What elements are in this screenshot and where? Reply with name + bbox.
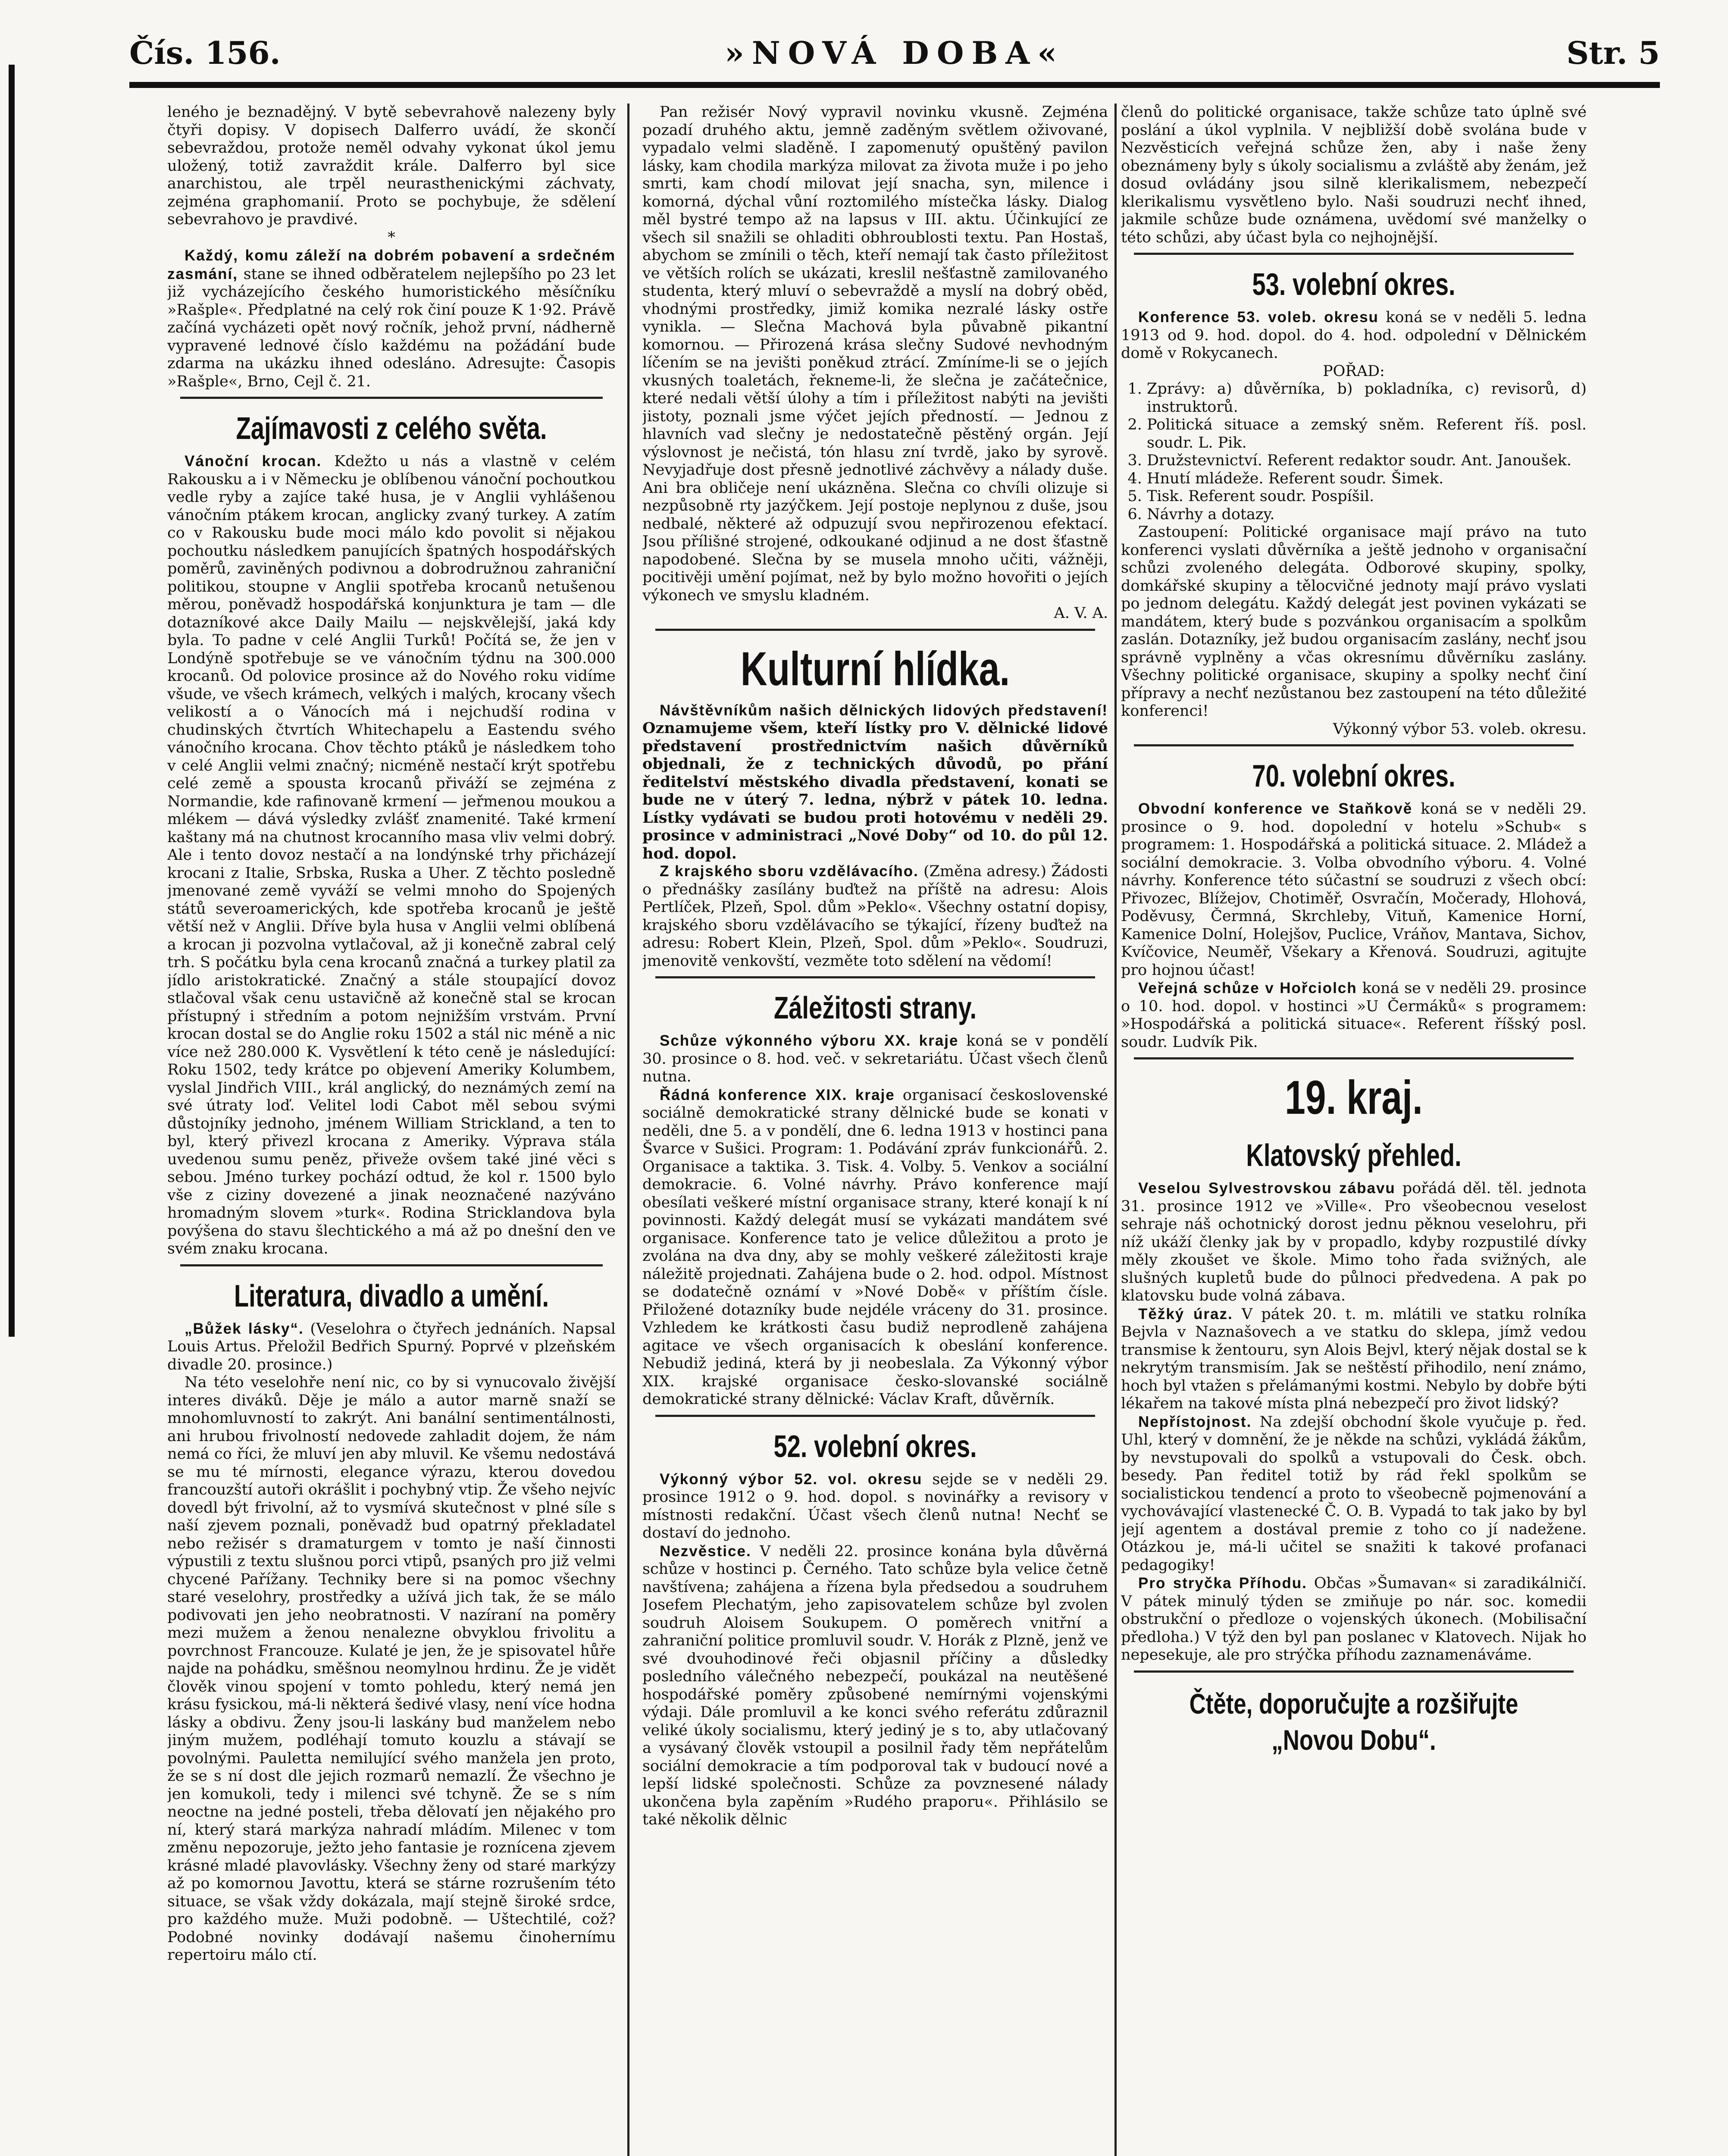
list-item: 1. Zprávy: a) důvěrníka, b) pokladníka, c) revisorů, d) instruktorů.	[1147, 380, 1587, 416]
article-paragraph: leného je beznadějný. V bytě sebevrahově nalezeny byly čtyři dopisy. V dopisech Dalferro uvádí, že skončí sebevraždou, protože neměl odvahy vykonat úkol jemu uložený, totiž zavraždit krále. Dalferro byl sice anarchistou, ale trpěl neurasthenickými záchvaty, zejména graphomanií. Proto se pochybuje, že sdělení sebevrahovo je pravdivé.	[167, 103, 616, 228]
column-2	[642, 103, 1108, 2156]
divider	[655, 1415, 1095, 1417]
article-paragraph	[642, 1086, 1108, 1409]
article-text: (Změna adresy.) Žádosti o přednášky zasílány buďtež na příště na adresu: Alois Pertlíček, Plzeň, Spol. dům »Peklo«. Všechny ostatní dopisy, krajského sboru vzdělávacího se týkající, řízeny buďtež na adresu: Robert Klein, Plzeň, Spol. dům »Peklo«. Soudruzi, jmenovitě venkovští, vezměte toto sdělení na vědomí!	[642, 863, 1108, 970]
article-text: koná se v neděli 29. prosince o 10. hod. dopol. v hostinci »U Čermáků« s programem: »Hospodářská a politická situace«. Referent říšský posl. soudr. Ludvík Pik.	[1121, 980, 1587, 1051]
signature: A. V. A.	[1054, 605, 1108, 622]
article-paragraph: Na této veselohře není nic, co by si vynucovalo živější interes diváků. Děje je málo a autor marně snaží se mnohomluvností to zakrýt. Ani banální sentimentálnosti, ani hrubou frivolností nedovede zahladit dojem, že nám nemá co říci, že mluví jen aby mluvil. Ke všemu nedostává se mu té mírnosti, elegance výrazu, kterou dovedou francouzští autoři okrášlit i pochybný vtip. Že všeho nejvíc dovedl být frivolní, až to vysmívá skutečnost v plné síle s naší zjevem poznali, poněvadž bud opatrný překladatel nebo režisér s dramaturgem v tomto je naší činnosti výpustili z textu slušnou porci vtipů, psaných pro již velmi chycené Pařížany. Techniky bere si na pomoc všechny staré veselohry, prostředky a užívá jich tak, že se málo podivovati jen jeho neobratnosti. V nazíraní na poměry mezi mužem a ženou nenalezne obvyklou frivolitu a povrchnost Francouze. Kulaté je jen, že je spisovatel hůře najde na pohádku, směšnou neomylnou hrdinu. Že je vidět člověk vinou spojení v tomto pohledu, který nemá jen krásu fysickou, má-li některá šedivé vlasy, není více hodna lásky a obdivu. Ženy jsou-li laskány bud manželem nebo jiným mužem, podléhají tomuto kouzlu a stávají se povolnými. Pauletta nemilující svého manžela jen proto, že se s ní dost dle jejich rozmarů nemazlí. Že všechno je jen komukoli, tedy i milenci své tchyně. Že se s ním neoctne na jedné posteli, třeba dělovatí jen nějakého pro ní, který stará markýza nahradí mládím. Milenec v tom změnu nepozoruje, ježto jeho fantasie je roznícena zjevem krásné mladé plavovlásky. Všechny ženy od staré markýzy až po komornou Javottu, která se stárne rozrušením této situace, se však vždy dokázala, mají stejně široké srdce, pro každého muže. Muži podobně. — Uštechtilé, což? Podobné novinky dodávají našemu činohernímu repertoiru málo ctí.	[167, 1374, 616, 1964]
section-title: Kulturní hlídka.	[740, 642, 1010, 696]
article-paragraph	[1121, 800, 1587, 979]
article-paragraph	[642, 1542, 1108, 1829]
article-text: Kdežto u nás a vlastně v celém Rakousku a i v Německu je oblíbenou vánoční pochoutkou vedle ryby a zajíce také husa, je v Anglii vyhlášenou vánočním ptákem krocan, anglicky zvaný turkey. A zatím co v Rakousku bude moci málo kdo povolit si nějakou pochoutku následkem panujících špatných hospodářských poměrů, zaviněných podivnou a dobrodružnou zahraniční politikou, stoupne v Anglii spotřeba krocanů netušenou měrou, poněvadž hospodářská konjunktura je tam — dle dotazníkové akce Daily Mailu — nejskvělejší, jaká kdy byla. To padne v celé Anglii Turků! Počítá se, že jen v Londýně spotřebuje se ve vánočním týdnu na 300.000 krocanů. Od polovice prosince až do Nového roku vidíme všude, ve všech krámech, velkých i malých, krocany všech velikostí a o Vánocích má i nejchudší rodina v chudinských čtvrtích Whitechapelu a Eastendu svého vánočního krocana. Chov těchto ptáků je následkem toho v celé Anglii velmi značný; nicméně nestačí krýt spotřebu celé země a spousta krocanů přiváží se zejména z Normandie, kde rafinovaně krmení — jeřmenou moukou a mlékem — dává výsledky zvlášť znamenité. Také krmení kaštany má na chutnost krocanního masa vliv velmi dobrý. Ale i tento dovoz nestačí a na londýnské trhy přicházejí krocani z Italie, Srbska, Ruska a Uher. Z těchto posledně jmenované země vyváží se velmi mnoho do Spojených států severoamerických, kde spotřeba krocanů je ještě větší než v Anglii. Dříve byla husa v Anglii velmi oblíbená a krocan ji pozvolna vytlačoval, až ji konečně zabral celý trh. S počátku byla cena krocanů značná a turkey platil za jídlo aristokratické. Značný a stále stoupající dovoz stlačoval však cenu ustavičně až konečně stal se krocan přístupný i středním a potom nejnižším vrstvám. První krocan dostal se do Anglie roku 1502 a stál nic méně a nic více než 280.000 K. Vysvětlení k této ceně je následující: Roku 1502, tedy krátce po objevení Ameriky Kolumbem, vyslal Jindřich VIII., král anglický, do neznámých zemí na své útraty loď. Velitel lodi Cabot měl sebou svými důstojníky jednoho, jménem William Strickland, a ten to byl, který přivezl krocana z Ameriky. Výprava stála uvedenou sumu peněz, přiveže ovšem také jiné věci s sebou. Jméno turkey pochází odtud, že kol r. 1500 bylo vše z ciziny dovezené a jinak neoznačené nazýváno hromadným slovem »turk«. Rodina Stricklandova byla povýšena do stavu šlechtického a má až po dnešní den ve svém znaku krocana.	[167, 453, 616, 1257]
article-lead: Každý, komu záleží na dobrém pobavení a srdečném zasmání,	[167, 247, 616, 282]
article-lead: Konference 53. voleb. okresu	[1138, 309, 1379, 326]
divider	[1134, 744, 1574, 746]
program-heading: POŘAD:	[1323, 362, 1385, 380]
article-paragraph	[167, 247, 616, 391]
article-paragraph: členů do politické organisace, takže schůze tato úplně své poslání a úkol vyplnila. V nejbližší době svolána bude v Nezvěsticích veřejná schůze žen, aby i naše ženy obeznámeny byly s úkoly socialismu a zvláště aby ženám, jež dosud ovládány jsou silně klerikalismem, nebezpečí klerikalismu vysvětleno bylo. Naši soudruzi nechť ihned, jakmile schůze bude oznámena, uvědomí své manželky o této schůzi, aby účast byla co nejhojnější.	[1121, 103, 1587, 246]
article-paragraph	[167, 452, 616, 1258]
article-text: koná se v neděli 29. prosince o 9. hod. dopolední v hotelu »Schub« s programem: 1. Hospodářská a politická situace. 2. Mládež a sociální demokracie. 3. Volba obvodního výboru. 4. Volné návrhy. Konference této súčastní se soudruzi z všech obcí: Přivozec, Blížejov, Chotiměř, Osvračín, Močerady, Hlohová, Poděvusy, Čermná, Skrchleby, Vituň, Kamenice Horní, Kamenice Dolní, Holejšov, Puclice, Vráňov, Mantava, Sichov, Kvíčovice, Neuměř, Všekary a Křenová. Soudruzi, agitujte pro hojnou účast!	[1121, 800, 1587, 979]
article-paragraph	[1121, 1413, 1587, 1575]
article-text: (Veselohra o čtyřech jednáních. Napsal Louis Artus. Přeložil Bedřich Spurný. Poprvé v plzeňském divadle 20. prosince.)	[167, 1320, 616, 1373]
section-title: 52. volební okres.	[773, 1429, 977, 1464]
article-paragraph: Zastoupení: Politické organisace mají právo na tuto konferenci vyslati důvěrníka a ještě jednoho v organisační schůzi zvoleného delegáta. Odborové skupiny, spolky, domkářské skupiny a tělocvičné jednoty mají právo vyslati po jednom delegátu. Každý delegát jest povinen vykázati se mandátem, který bude s pozvánkou organisacím a spolkům zaslán. Dotazníky, jež budou organisacím zaslány, nechť jsou správně vyplněny a včas okresnímu důvěrníku zaslány. Všechny politické organisace, skupiny a spolky nechť činí přípravy a nechť nezůstanou bez zastoupení na této důležité konferenci!	[1121, 523, 1587, 720]
article-paragraph	[1121, 1305, 1587, 1413]
article-text: V pátek 20. t. m. mlátili ve statku rolníka Bejvla v Naznašovech a ve statku do sklepa, jímž vedou transmise k žentouru, syn Alois Bejvl, který nějak dostal se k nekrytým transmisím. Jak se neštěstí přihodilo, není známo, hoch byl vtažen s přelámanými kostmi. Nebylo by dobře býti lékařem na takové místa plná nebezpečí pro život lidský?	[1121, 1305, 1587, 1412]
article-lead: Obvodní konference ve Staňkově	[1138, 800, 1413, 817]
divider	[655, 629, 1095, 631]
article-lead: Nezvěstice.	[660, 1542, 751, 1560]
page-number: Str. 5	[1566, 34, 1660, 71]
article-paragraph	[1121, 1179, 1587, 1305]
list-item: 3. Družstevnictví. Referent redaktor soudr. Ant. Janoušek.	[1147, 452, 1587, 470]
article-paragraph	[1121, 1574, 1587, 1664]
divider	[1134, 1670, 1574, 1673]
section-title: Zajímavosti z celého světa.	[236, 411, 547, 446]
article-paragraph	[642, 1470, 1108, 1542]
article-text: koná se v pondělí 30. prosince o 8. hod. več. v sekretariátu. Účast všech členů nutna.	[642, 1032, 1108, 1085]
article-paragraph	[642, 1032, 1108, 1086]
article-paragraph	[642, 862, 1108, 970]
column-3	[1121, 103, 1587, 2156]
paper-title: »NOVÁ DOBA«	[724, 34, 1065, 71]
divider	[1134, 253, 1574, 255]
article-paragraph	[1121, 979, 1587, 1051]
article-lead: Nepřístojnost.	[1138, 1413, 1252, 1430]
section-title: Záležitosti strany.	[773, 991, 977, 1025]
article-lead: Z krajského sboru vzdělávacího.	[660, 863, 919, 880]
article-paragraph	[642, 702, 1108, 863]
subscription-call: Čtěte, doporučujte a rozšiřujte „Novou Dobu“.	[1189, 1687, 1518, 1756]
signature: Výkonný výbor 53. voleb. okresu.	[1333, 720, 1587, 738]
article-lead: Výkonný výbor 52. vol. okresu	[660, 1470, 923, 1488]
column-rule	[1114, 103, 1117, 2156]
article-text: Občas »Šumavan« si zaradikálničí. V pátek minulý týden se zmiňuje po nár. soc. komedii obstrukční o předloze o vojenských úkonech. (Mobilisační předloha.) V týž den byl pan poslanec v Klatovech. Nijak ho nepesekuje, ale pro strýčka příhodu zaznamenáváme.	[1121, 1575, 1587, 1664]
article-lead: Veřejná schůze v Hořciolch	[1138, 980, 1357, 997]
article-text: organisací československé sociálně demokratické strany dělnické bude se konati v neděli, dne 5. a v pondělí, dne 6. ledna 1913 v hostinci pana Švarce v Sušici. Program: 1. Podávání zpráv funkcionářů. 2. Organisace a taktika. 3. Tisk. 4. Volby. 5. Venkov a sociální demokracie. 6. Volné návrhy. Právo konference mají obesílati veškeré místní organisace strany, které konají k ní povinnosti. Každý delegát musí se vykázati mandátem své organisace. Konference tato je velice důležitou a proto je zvolána na dva dny, aby se mohly veškeré záležitosti kraje náležitě projednati. Zahájena bude o 2. hod. odpol. Místnost se dodatečně oznámí v »Nové Době« v příštím čísle. Přiložené dotazníky bude nejdéle vráceny do 31. prosince. Vzhledem ke krátkosti času budiž neprodleně zahájena agitace ve všech organisacích k obeslání konference. Nebudiž jediná, která by ji neobeslala. Za Výkonný výbor XIX. krajské organisace česko-slovanské sociálně demokratické strany dělnické: Václav Kraft, důvěrník.	[642, 1086, 1108, 1408]
section-title: 53. volební okres.	[1252, 267, 1456, 302]
divider	[180, 397, 603, 399]
masthead	[129, 22, 1660, 88]
divider	[180, 1264, 603, 1266]
binding-edge	[9, 65, 15, 1337]
article-lead: Návštěvníkům našich dělnických lidových představení!	[660, 702, 1108, 719]
section-subtitle: Klatovský přehled.	[1246, 1138, 1462, 1173]
list-item: 5. Tisk. Referent soudr. Pospíšil.	[1147, 488, 1587, 506]
article-paragraph	[167, 1320, 616, 1374]
article-lead: Řádná konference XIX. kraje	[660, 1086, 895, 1103]
article-lead: Pro stryčka Příhodu.	[1138, 1575, 1307, 1592]
separator-star: *	[388, 229, 395, 246]
article-paragraph	[1121, 308, 1587, 363]
article-text: stane se ihned odběratelem nejlepšího po 23 let již vycházejícího českého humoristického měsíčníku »Rašple«. Předplatné na celý rok činí pouze K 1·92. Právě začíná vycházeti opět nový ročník, jehož první, nádherně vypravené lednové číslo každému na požádání bude zdarma na ukázku ihned odesláno. Adresujte: Časopis »Rašple«, Brno, Cejl č. 21.	[167, 265, 616, 390]
list-item: 2. Politická situace a zemský sněm. Referent říš. posl. soudr. L. Pik.	[1147, 416, 1587, 452]
program-list	[1121, 380, 1587, 523]
divider	[1134, 1057, 1574, 1059]
article-paragraph: Pan režisér Nový vypravil novinku vkusně. Zejména pozadí druhého aktu, jemně zaděným světlem oživované, vypadalo velmi sladěně. I zapomenutý opuštěný pavilon lásky, kam chodila markýza milovat za života muže i po jeho smrti, kam chodí milovat její snacha, syn, milence i komorná, dýchal vůní roztomilého místečka lásky. Dialog měl bystré tempo až na lapsus v III. aktu. Účinkující ze všech sil snažili se ohladiti obhroublosti textu. Pan Hostaš, abychom se zmínili o těch, kteří nemají tak často příležitost ve větších rolích se ukázati, kreslil nešťastně zamilovaného studenta, který mluví o sebevraždě a myslí na dobrý oběd, vhodnými prostředky, jimiž komika nezralé lásky ostře vynikla. — Slečna Machová byla půvabně pikantní komornou. — Přirozená krása slečny Sudové nevhodným líčením se na jevišti poněkud ztrácí. Zmíníme-li se o jejích vkusných toaletách, řekneme-li, že slečna je začátečnice, které nedali větší úlohy a tím i příležitost nabýti na jevišti jistoty, poznali jsme výčet jejích předností. — Jednou z hlavních vad slečny je nedostatečně pěstěný orgán. Její výslovnost je nečistá, tón hlasu zní tvrdě, jako by syrově. Nevyjadřuje dost přesně jednotlivé záchvěvy a nálady duše. Ani bra obličeje není ukázněna. Slečna co chvíli olizuje si nezpůsobně rty jazýčkem. Její postoje neplynou z duše, jsou nedbalé, některé až odpuzují svou nepřirozenou efektací. Jsou přílišné strojené, odkoukané odjinud a ne dost šťastně napodobené. Slečna by se musela mnoho učiti, vážněji, pocitivěji umění pojímat, než by bylo možno hovořiti o jejích výkonech ve smyslu kladném.	[642, 103, 1108, 604]
article-text: sejde se v neděli 29. prosince 1912 o 9. hod. dopol. s novinářky a revisory v místnosti redakční. Účast všech členů nutna! Nechť se dostaví do jednoho.	[642, 1470, 1108, 1542]
article-lead: Veselou Sylvestrovskou zábavu	[1138, 1180, 1396, 1197]
column-rule	[627, 103, 629, 2156]
section-title: Literatura, divadlo a umění.	[234, 1279, 549, 1313]
section-title: 70. volební okres.	[1252, 759, 1456, 793]
column-1	[167, 103, 616, 2156]
list-item: 4. Hnutí mládeže. Referent soudr. Šimek.	[1147, 470, 1587, 488]
article-lead: Vánoční krocan.	[185, 453, 322, 470]
article-text: Oznamujeme všem, kteří lístky pro V. dělnické lidové představení prostřednictvím našich důvěrníků objednali, že z technických důvodů, po přání ředitelství městského divadla představení, konati se bude ne v úterý 7. ledna, nýbrž v pátek 10. ledna. Lístky vydávati se budou proti hotovému v neděli 29. prosince v administraci „Nové Doby“ od 10. do půl 12. hod. dopol.	[642, 719, 1108, 862]
list-item: 6. Návrhy a dotazy.	[1147, 506, 1587, 524]
article-lead: Těžký úraz.	[1138, 1305, 1233, 1322]
article-text: Na zdejší obchodní škole vyučuje p. řed. Uhl, který v domnění, že je někde na schůzi, vykládá žákům, by nevstupovali do spolků a vstupovali do Česk. obch. besedy. Pan ředitel totiž by rád řekl spolkům se socialistickou tendencí a proto to všeobecně pojmenování a vychovávající vlastenecké Č. O. B. Vypadá to tak jako by byl její agentem a dostával premie z toho co jí nadežene. Otázkou je, má-li učitel se snažiti k takové profanaci pedagogiky!	[1121, 1413, 1587, 1574]
issue-number: Čís. 156.	[129, 34, 281, 71]
article-lead: Schůze výkonného výboru XX. kraje	[660, 1032, 959, 1049]
article-lead: „Bůžek lásky“.	[185, 1320, 304, 1337]
section-title: 19. kraj.	[1285, 1071, 1423, 1124]
article-text: koná se v neděli 5. ledna 1913 od 9. hod. dopol. do 4. hod. odpolední v Dělnickém domě v Rokycanech.	[1121, 309, 1587, 362]
article-text: pořádá děl. těl. jednota 31. prosince 1912 ve »Ville«. Pro všeobecnou veselost sehraje náš ochotnický dorost jednu pěknou veselohru, při níž ukáží členky jak by v propadlo, kdyby rozpustilé dívky měly zkoušet ve škole. Mimo toho řada svižných, ale slušných kupletů bude do půlnoci předvedena. A pak po klatovsku bude volná zábava.	[1121, 1180, 1587, 1304]
article-text: V neděli 22. prosince konána byla důvěrná schůze v hostinci p. Černého. Tato schůze byla velice četně navštívena; zahájena a řízena byla předsedou a soudruhem Josefem Plechatým, jeho zapisovatelem schůze byl zvolen soudruh Aloisem Soukupem. O poměrech vnitřní a zahraniční politice promluvil soudr. V. Horák z Plzně, jenž ve své dvouhodinové řeči objasnil příčiny a důsledky posledního válečného nebezpečí, poukázal na neutěšené hospodářské poměry způsobené nemírnými vojenskými výdaji. Dále promluvil a ke konci svého referátu zdůraznil veliké úkoly socialismu, který jediný je s to, aby utlačovaný a vysávaný člověk vstoupil a posilnil řady těm nepřátelům sociální demokracie a tím podporoval tak v budoucí nové a lepší lidské společnosti. Schůze za povznesené nálady ukončena byla zapěním »Rudého praporu«. Přihlásilo se také několik dělnic	[642, 1542, 1108, 1828]
divider	[655, 976, 1095, 978]
